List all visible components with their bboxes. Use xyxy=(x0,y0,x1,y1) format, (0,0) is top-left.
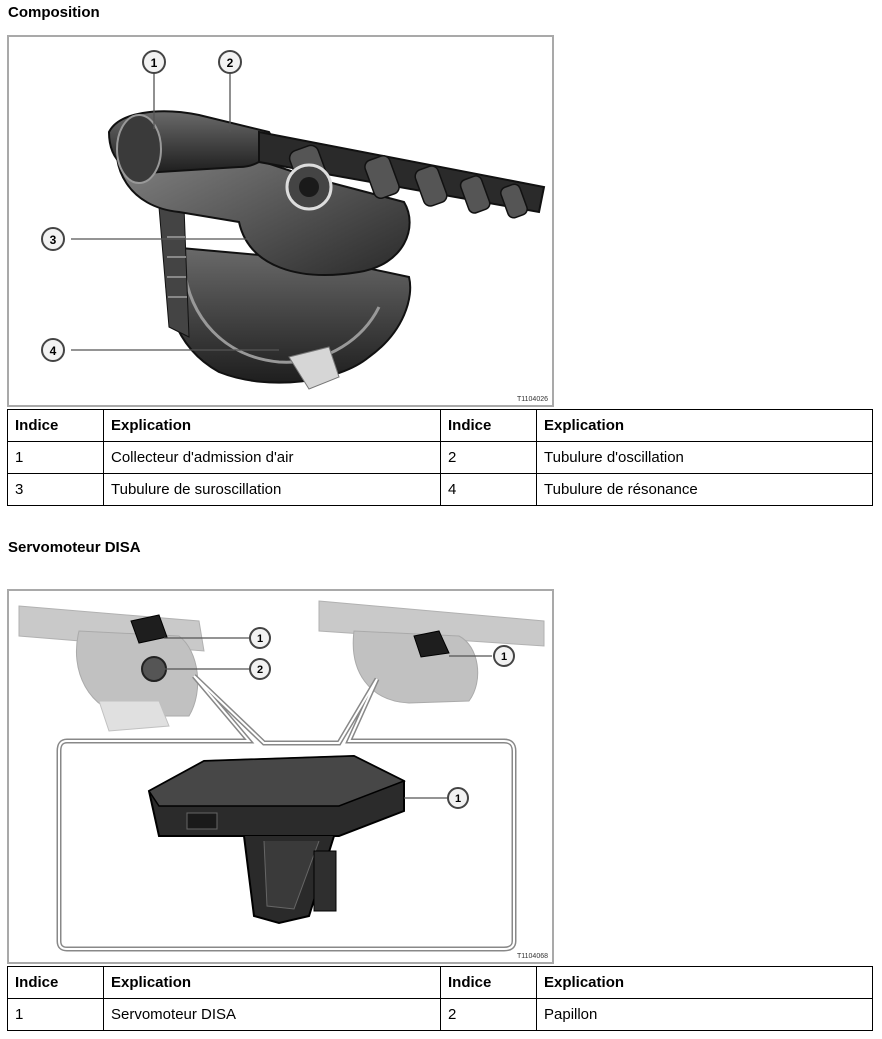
header-indice: Indice xyxy=(441,967,537,999)
callout-1 xyxy=(250,628,270,648)
figure-id: T1104026 xyxy=(516,396,548,403)
callout-1 xyxy=(494,646,514,666)
callout-label: 4 xyxy=(49,344,57,358)
cell-indice: 1 xyxy=(8,999,104,1031)
cell-indice: 1 xyxy=(8,442,104,474)
table-row xyxy=(8,474,873,506)
legend-table-composition xyxy=(7,409,873,506)
header-explication: Explication xyxy=(104,410,441,442)
cell-explication: Servomoteur DISA xyxy=(104,999,441,1031)
header-indice: Indice xyxy=(8,410,104,442)
cell-explication: Tubulure d'oscillation xyxy=(537,442,873,474)
table-row xyxy=(8,442,873,474)
callout-2 xyxy=(250,659,270,679)
figure-id: T1104068 xyxy=(516,953,548,960)
callout-label: 1 xyxy=(454,793,462,805)
intake-manifold-illustration xyxy=(9,37,552,405)
callout-label: 2 xyxy=(256,664,264,676)
header-explication: Explication xyxy=(537,967,873,999)
section-heading-composition: Composition xyxy=(8,4,100,21)
cell-explication: Tubulure de résonance xyxy=(537,474,873,506)
header-explication: Explication xyxy=(537,410,873,442)
callout-1 xyxy=(448,788,468,808)
figure-intake-manifold xyxy=(7,35,554,407)
table-header-row xyxy=(8,410,873,442)
callout-label: 3 xyxy=(49,233,57,247)
callout-2 xyxy=(219,51,241,73)
callout-label: 1 xyxy=(500,651,508,663)
cell-indice: 2 xyxy=(441,442,537,474)
cell-indice: 3 xyxy=(8,474,104,506)
header-explication: Explication xyxy=(104,967,441,999)
header-indice: Indice xyxy=(441,410,537,442)
cell-explication: Papillon xyxy=(537,999,873,1031)
section-heading-servomoteur: Servomoteur DISA xyxy=(8,539,141,556)
callout-label: 1 xyxy=(256,633,264,645)
cell-explication: Collecteur d'admission d'air xyxy=(104,442,441,474)
disa-actuator-illustration xyxy=(9,591,552,962)
cell-indice: 4 xyxy=(441,474,537,506)
callout-label: 1 xyxy=(150,56,158,70)
callout-label: 2 xyxy=(226,56,234,70)
table-header-row xyxy=(8,967,873,999)
header-indice: Indice xyxy=(8,967,104,999)
callout-3 xyxy=(42,228,64,250)
cell-explication: Tubulure de suroscillation xyxy=(104,474,441,506)
callout-1 xyxy=(143,51,165,73)
figure-disa-actuator xyxy=(7,589,554,964)
callout-4 xyxy=(42,339,64,361)
table-row xyxy=(8,999,873,1031)
legend-table-servomoteur xyxy=(7,966,873,1031)
cell-indice: 2 xyxy=(441,999,537,1031)
